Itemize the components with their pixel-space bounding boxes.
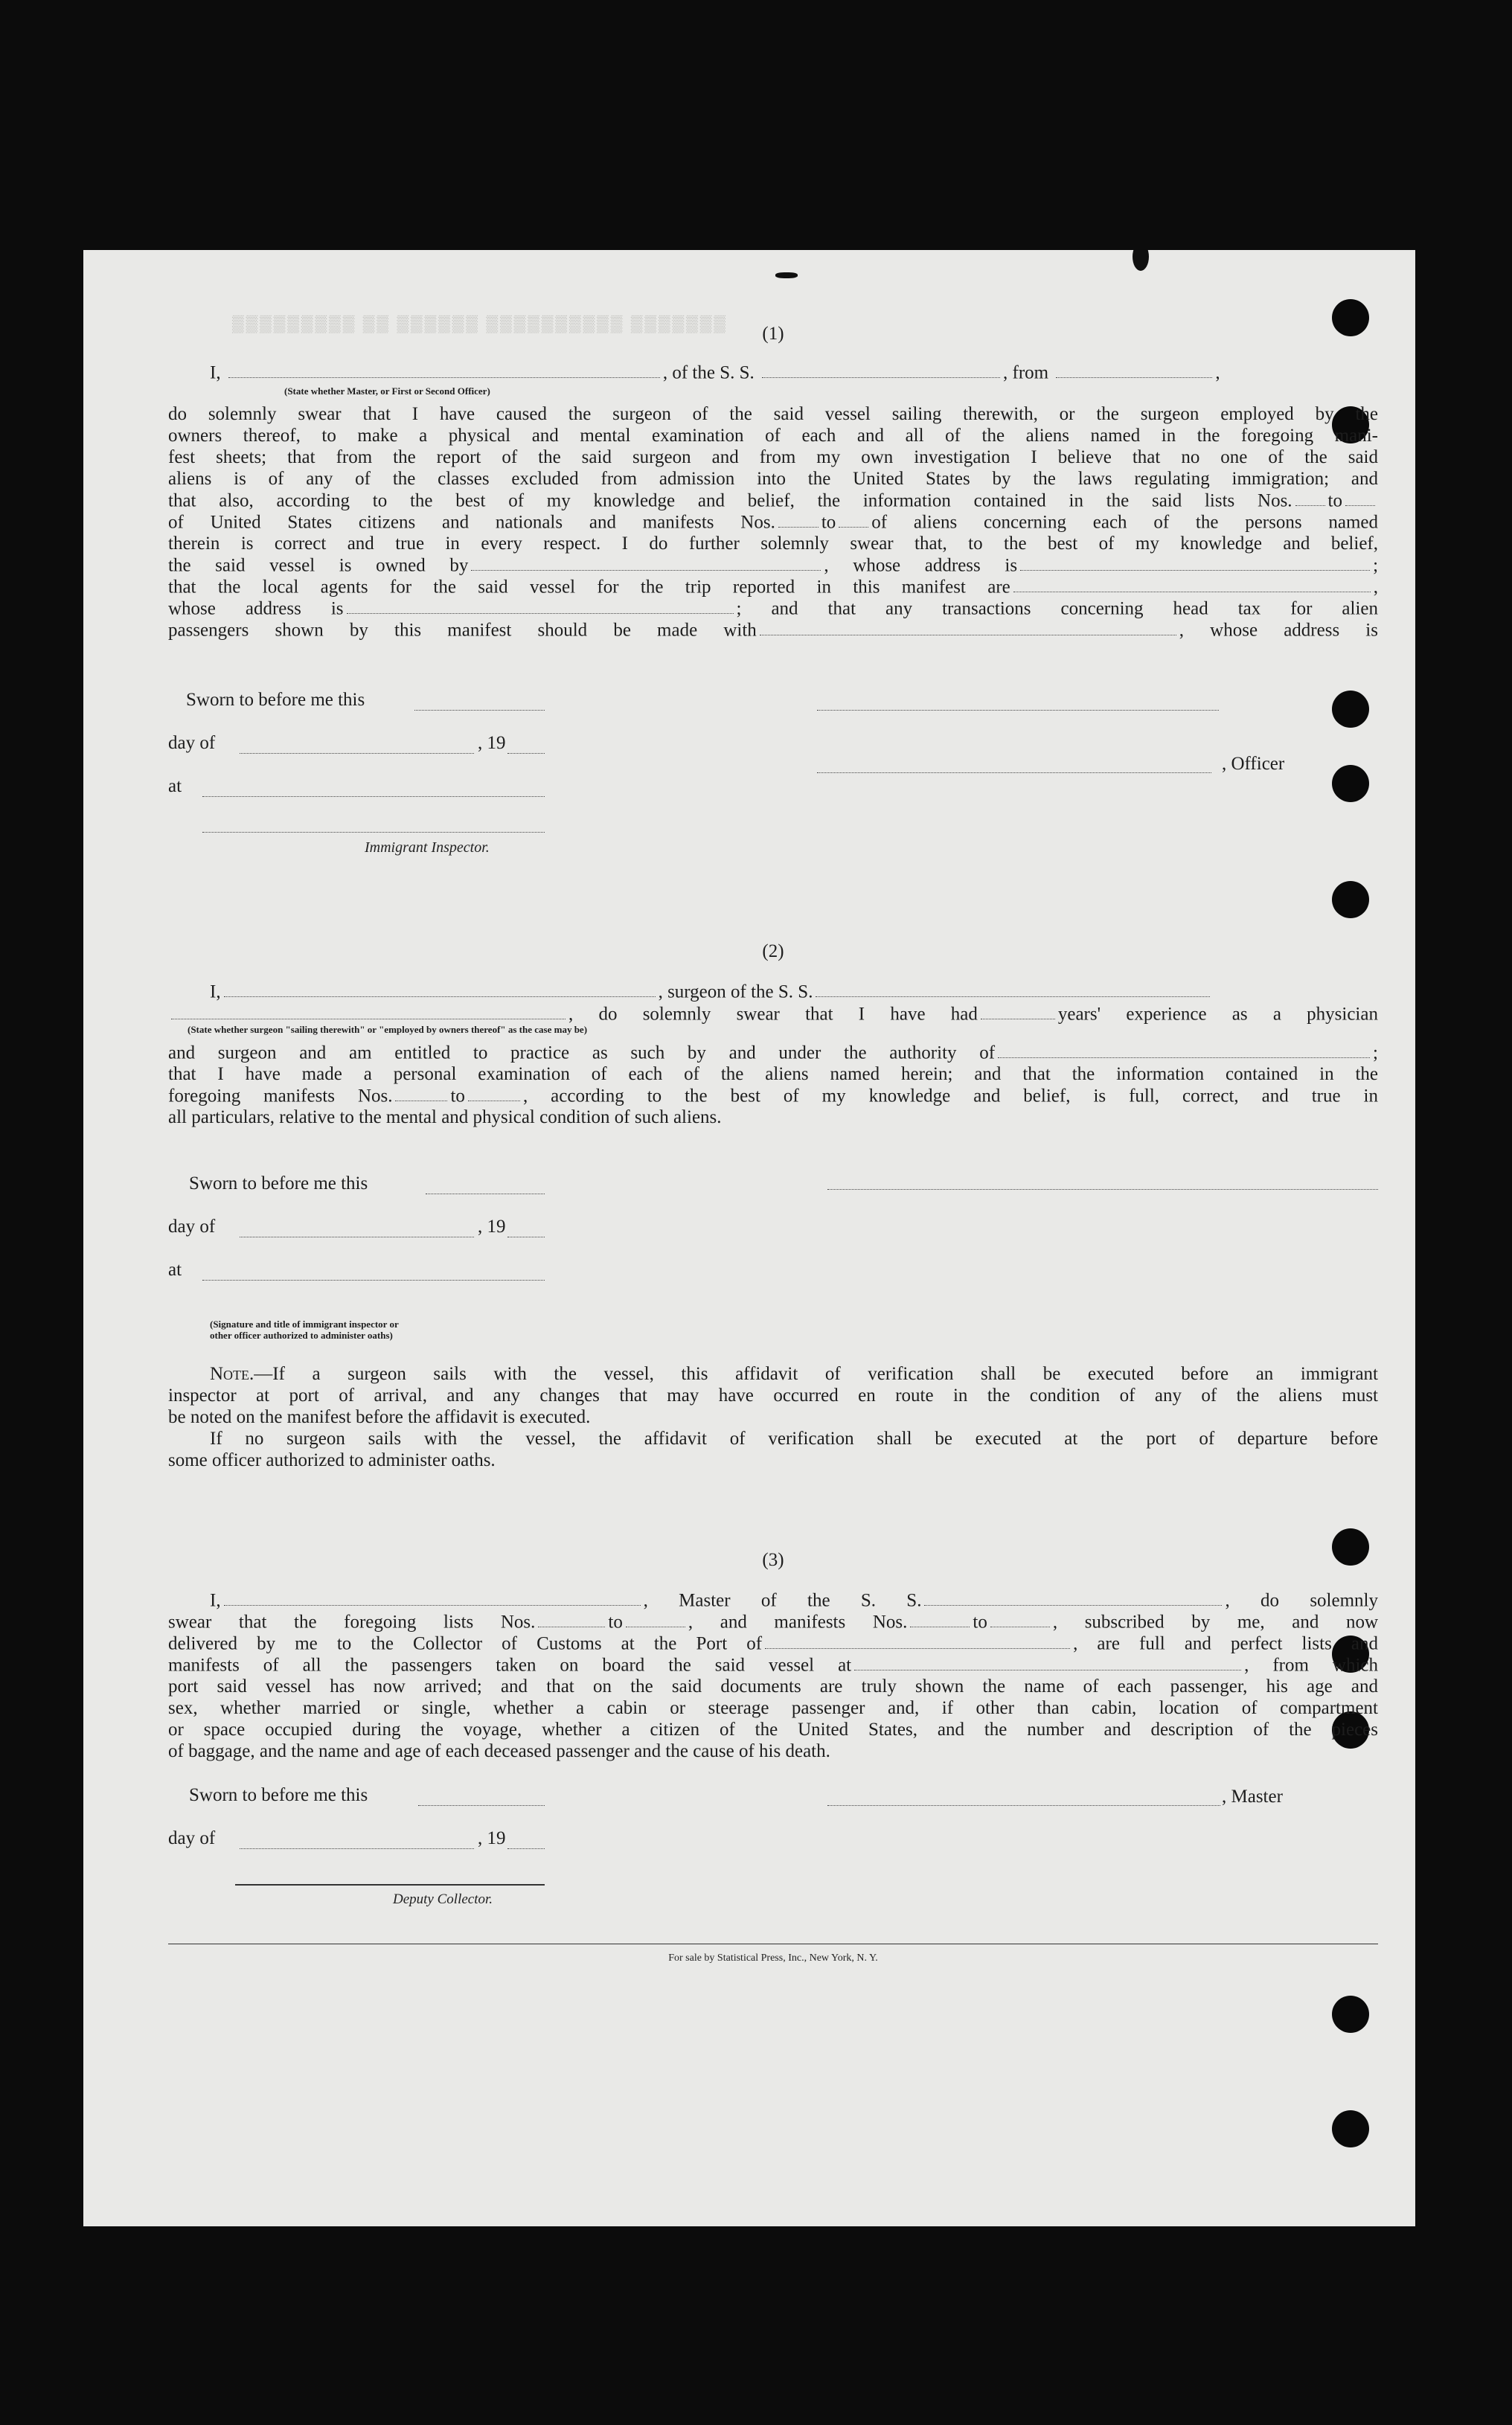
section-2-signature-line[interactable] bbox=[827, 1189, 1378, 1190]
section-2-day-label: day of bbox=[168, 1217, 216, 1237]
section-1-line-9: the said vessel is owned by , whose address is ; bbox=[168, 555, 1378, 576]
section-1-line-8: therein is correct and true in every respect. I do further solemnly swear that, to the best of my knowledge and belief, bbox=[168, 534, 1378, 554]
section-1-line-4: fest sheets; that from the report of the said surgeon and from my own investigation I believe that no one of the said bbox=[168, 447, 1378, 467]
section-1-line-2: do solemnly swear that I have caused the surgeon of the said vessel sailing therewith, or the surgeon employed by the bbox=[168, 404, 1378, 424]
punch-hole bbox=[1332, 881, 1369, 918]
section-3-line-8: of baggage, and the name and age of each deceased passenger and the cause of his death. bbox=[168, 1741, 830, 1761]
section-1-sworn-field[interactable] bbox=[414, 710, 545, 711]
section-3-line-4: manifests of all the passengers taken on board the said vessel at , from which bbox=[168, 1655, 1378, 1676]
section-1-signer-title: Immigrant Inspector. bbox=[365, 839, 490, 856]
section-2-line-3: and surgeon and am entitled to practice as such by and under the authority of ; bbox=[168, 1042, 1378, 1063]
section-3-year-label: , 19 bbox=[478, 1828, 506, 1848]
section-3-line-1: I, , Master of the S. S. , do solemnly bbox=[210, 1590, 1378, 1611]
section-2-note-line-4: If no surgeon sails with the vessel, the affidavit of verification shall be executed at the port of departure before bbox=[210, 1429, 1378, 1449]
form-page bbox=[83, 250, 1415, 2226]
section-1-sworn-label: Sworn to before me this bbox=[186, 690, 365, 710]
section-1-year-label: , 19 bbox=[478, 733, 506, 753]
section-1-line-6: that also, according to the best of my knowledge and belief, the information contained in the said lists Nos. to bbox=[168, 490, 1378, 511]
section-1-line-7: of United States citizens and nationals and manifests Nos. to of aliens concerning each of the persons named bbox=[168, 512, 1378, 533]
section-3-year-field[interactable] bbox=[507, 1848, 545, 1849]
section-2-at-field[interactable] bbox=[202, 1280, 545, 1281]
section-1-number: (1) bbox=[762, 324, 784, 344]
section-3-line-5: port said vessel has now arrived; and that on the said documents are truly shown the name of each passenger, his age and bbox=[168, 1676, 1378, 1697]
section-2-surgeon-caption: (State whether surgeon "sailing therewith" or "employed by owners thereof" as the case may be) bbox=[188, 1024, 588, 1035]
section-3-collector-signature-line[interactable] bbox=[235, 1884, 545, 1886]
section-1-day-field[interactable] bbox=[240, 753, 474, 754]
section-1-at-field[interactable] bbox=[202, 796, 545, 797]
section-3-day-field[interactable] bbox=[240, 1848, 474, 1849]
section-1-officer-label: , Officer bbox=[1222, 754, 1285, 774]
section-2-line-2: , do solemnly swear that I have had years' experience as a physician bbox=[168, 1003, 1378, 1025]
printer-footer: For sale by Statistical Press, Inc., New York, N. Y. bbox=[668, 1953, 878, 1964]
note-label: Note. bbox=[210, 1364, 254, 1384]
section-3-sworn-label: Sworn to before me this bbox=[189, 1785, 368, 1805]
section-1-officer-field[interactable] bbox=[817, 772, 1211, 773]
section-1-year-field[interactable] bbox=[507, 753, 545, 754]
section-2-note-line-2: inspector at port of arrival, and any changes that may have occurred en route in the condition of any of the aliens must bbox=[168, 1386, 1378, 1406]
section-2-line-1: I, , surgeon of the S. S. bbox=[210, 981, 1378, 1002]
section-3-master-label: , Master bbox=[1222, 1787, 1283, 1807]
bleed-through-text: ▒▒▒▒▒▒▒▒▒ ▒▒ ▒▒▒▒▒▒ ▒▒▒▒▒▒▒▒▒▒ ▒▒▒▒▒▒▒ bbox=[232, 314, 728, 333]
section-1-line-3: owners thereof, to make a physical and mental examination of each and all of the aliens named in the foregoing mani- bbox=[168, 426, 1378, 446]
section-1-day-label: day of bbox=[168, 733, 216, 753]
punch-hole bbox=[1332, 765, 1369, 802]
section-2-note-line-3: be noted on the manifest before the affidavit is executed. bbox=[168, 1407, 591, 1427]
section-2-sworn-label: Sworn to before me this bbox=[189, 1173, 368, 1194]
section-1-at-label: at bbox=[168, 776, 182, 796]
section-2-at-label: at bbox=[168, 1260, 182, 1280]
section-2-number: (2) bbox=[762, 941, 784, 961]
section-2-year-label: , 19 bbox=[478, 1217, 506, 1237]
section-2-signature-caption-2: other officer authorized to administer oaths) bbox=[210, 1330, 393, 1341]
section-1-line-11: whose address is ; and that any transactions concerning head tax for alien bbox=[168, 598, 1378, 619]
punch-hole bbox=[1332, 691, 1369, 728]
section-2-note-line-1: Note.—If a surgeon sails with the vessel, this affidavit of verification shall be executed before an immigrant bbox=[210, 1364, 1378, 1384]
section-3-line-6: sex, whether married or single, whether a cabin or steerage passenger and, if other than cabin, location of compartment bbox=[168, 1698, 1378, 1718]
section-3-number: (3) bbox=[762, 1550, 784, 1570]
punch-hole bbox=[1332, 1996, 1369, 2033]
ink-blot bbox=[1133, 250, 1149, 271]
section-3-line-2: swear that the foregoing lists Nos. to , and manifests Nos. to , subscribed by me, and now bbox=[168, 1612, 1378, 1633]
section-1-line-10: that the local agents for the said vessel for the trip reported in this manifest are , bbox=[168, 577, 1378, 598]
section-3-line-3: delivered by me to the Collector of Customs at the Port of , are full and perfect lists and bbox=[168, 1633, 1378, 1654]
section-1-line-12: passengers shown by this manifest should be made with , whose address is bbox=[168, 620, 1378, 641]
punch-hole bbox=[1332, 2110, 1369, 2147]
section-3-line-7: or space occupied during the voyage, whether a citizen of the United States, and the number and description of the pieces bbox=[168, 1720, 1378, 1740]
section-3-day-label: day of bbox=[168, 1828, 216, 1848]
section-1-line-1: I, , of the S. S. , from , bbox=[210, 362, 1220, 383]
section-2-note-line-5: some officer authorized to administer oaths. bbox=[168, 1450, 496, 1470]
section-3-signer-title: Deputy Collector. bbox=[393, 1891, 493, 1907]
section-1-signature-line[interactable] bbox=[817, 710, 1219, 711]
ink-blot bbox=[775, 272, 798, 278]
section-3-sworn-field[interactable] bbox=[418, 1805, 545, 1806]
section-1-line-5: aliens is of any of the classes excluded from admission into the United States by the laws regulating immigration; and bbox=[168, 469, 1378, 489]
section-2-line-5: foregoing manifests Nos. to , according to the best of my knowledge and belief, is full, correct, and true in bbox=[168, 1086, 1378, 1106]
section-2-signature-caption-1: (Signature and title of immigrant inspector or bbox=[210, 1319, 399, 1330]
section-1-inspector-signature-line[interactable] bbox=[202, 832, 545, 833]
section-3-master-field[interactable] bbox=[827, 1805, 1220, 1806]
section-2-line-6: all particulars, relative to the mental and physical condition of such aliens. bbox=[168, 1107, 722, 1127]
section-1-officer-caption: (State whether Master, or First or Second Officer) bbox=[284, 385, 490, 397]
section-2-line-4: that I have made a personal examination of each of the aliens named herein; and that the information contained in the bbox=[168, 1064, 1378, 1084]
